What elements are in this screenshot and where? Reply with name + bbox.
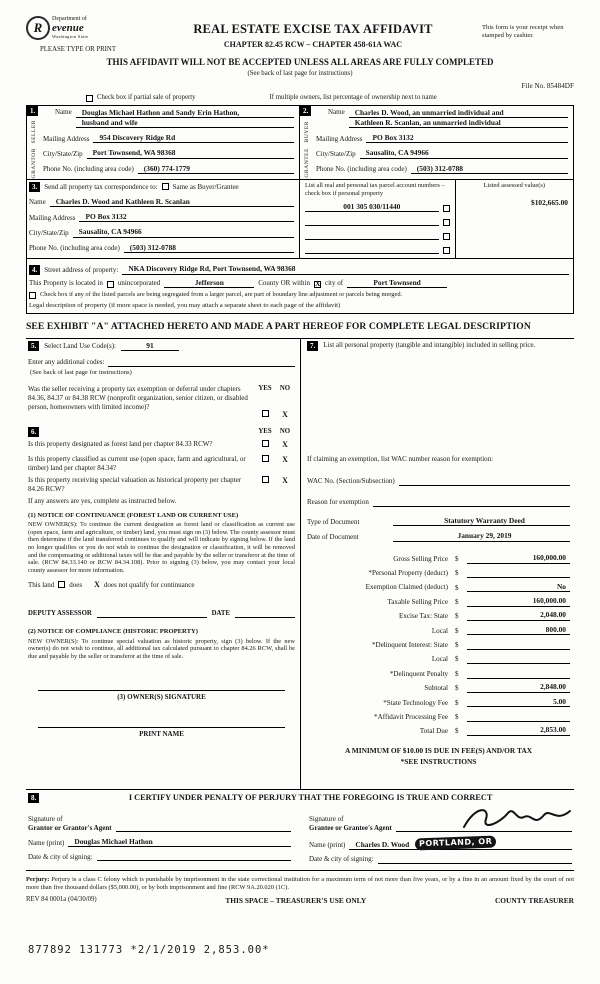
left-column: [26, 339, 300, 789]
corr-name-label: Name: [29, 198, 46, 207]
continuance-qualify-row: [28, 580, 295, 590]
form-title: REAL ESTATE EXCISE TAX AFFIDAVIT: [193, 22, 433, 36]
right-column: [300, 339, 574, 789]
file-number: File No. 85484DF: [521, 82, 574, 91]
does-qualify-checkbox[interactable]: [58, 581, 65, 588]
send-correspondence-label: Send all property tax correspondence to:: [44, 182, 158, 191]
street-address-label: Street address of property:: [44, 265, 119, 274]
fin-row-personal: [307, 564, 570, 578]
grantee-date-row: [309, 855, 572, 864]
exemption-yes-checkbox[interactable]: [262, 410, 269, 417]
q2-yes-cell: [255, 455, 275, 464]
gross-selling-label: Gross Selling Price: [393, 554, 448, 563]
section-5-tab: 5.: [28, 341, 39, 351]
section-8-tab: 8.: [28, 793, 39, 803]
additional-codes-label: Enter any additional codes:: [28, 358, 105, 367]
print-name-line[interactable]: [38, 718, 285, 728]
corr-mailing-label: Mailing Address: [29, 213, 76, 222]
partial-sale-checkbox[interactable]: [86, 95, 93, 102]
yes-header-6: YES: [258, 428, 272, 436]
gross-selling-field[interactable]: 160,000.00: [467, 553, 570, 564]
current-use-question: Is this property classified as current use (open space, farm and agricultural, or timber) land per chapter 84.34?: [28, 454, 246, 472]
historic-question-row: [28, 476, 295, 494]
parcel-number-4[interactable]: [305, 245, 439, 254]
deputy-assessor-row: [28, 610, 295, 618]
exemption-yn-header: [255, 385, 295, 393]
fin-row-excise-local: [307, 621, 570, 635]
exemption-question: Was the seller receiving a property tax exemption or deferral under chapters 84.36, 84.37 or 84.38 RCW (nonprofit organization, senior citizen, or disabled person, homeowners with limited income)?: [28, 385, 248, 411]
subtotal-field[interactable]: 2,848.00: [467, 682, 570, 693]
grantee-signature-line[interactable]: [396, 823, 572, 832]
additional-codes-field[interactable]: [108, 358, 295, 367]
excise-local-field[interactable]: 800.00: [467, 625, 570, 636]
buyer-name-label: Name: [328, 107, 345, 116]
logo-revenue: evenue: [52, 21, 84, 34]
exemption-yn-answers: [255, 410, 295, 420]
exemption-question-block: [28, 385, 295, 420]
buyer-csz-row: [316, 148, 568, 158]
exemption-wac-note: If claiming an exemption, list WAC number reason for exemption:: [307, 454, 494, 463]
delinquent-penalty-label: *Delinquent Penalty: [389, 669, 448, 678]
land-use-code-field[interactable]: 91: [121, 341, 179, 351]
seller-mailing-field[interactable]: 954 Discovery Ridge Rd: [93, 133, 294, 143]
delinquent-interest-state-field[interactable]: [467, 641, 570, 650]
q2-no-cell: [275, 455, 295, 465]
grantor-signature-line[interactable]: [116, 823, 291, 832]
form-header: [26, 16, 574, 54]
correspondence-head: [29, 182, 294, 192]
certification-section: [26, 790, 574, 871]
grantor-name-row: [28, 837, 291, 847]
section-6-tab: 6.: [28, 427, 39, 437]
delinquent-interest-local-label: Local: [431, 655, 448, 664]
notice-continuance-title: (1) NOTICE OF CONTINUANCE (FOREST LAND OR CURRENT USE): [28, 511, 239, 519]
form-chapter: CHAPTER 82.45 RCW – CHAPTER 458-61A WAC: [223, 39, 403, 49]
doc-date-row: [307, 531, 570, 542]
fin-row-processing-fee: [307, 707, 570, 721]
seller-side-grantor: GRANTOR: [31, 148, 37, 179]
seller-name-line1[interactable]: Douglas Michael Hathon and Sandy Erin Hathon,: [76, 108, 294, 118]
current-use-yes-checkbox[interactable]: [262, 455, 269, 462]
partial-sale-label: Check box if partial sale of property: [97, 94, 196, 102]
location-row: [29, 278, 569, 288]
buyer-mailing-row: [316, 133, 568, 143]
grantor-signature-block: [28, 815, 291, 864]
corr-phone-field[interactable]: (503) 312-0788: [124, 243, 294, 253]
minimum-fee-line2: *SEE INSTRUCTIONS: [400, 756, 477, 766]
fin-row-excise-state: [307, 607, 570, 621]
dollar-sign: $: [455, 569, 459, 578]
seller-phone-field[interactable]: (360) 774-1779: [138, 164, 294, 174]
current-use-question-row: [28, 455, 295, 473]
fin-row-taxable: [307, 592, 570, 606]
perjury-label: Perjury:: [26, 876, 50, 883]
exemption-claimed-label: Exemption Claimed (deduct): [365, 583, 448, 592]
dollar-sign: $: [455, 554, 459, 563]
grantee-date-city-field[interactable]: [378, 855, 572, 864]
fin-row-exemption: [307, 578, 570, 592]
grantee-name-field[interactable]: Charles D. Wood PORTLAND, OR: [349, 837, 572, 850]
grantee-signature-of: Signature of: [309, 815, 344, 824]
receipt-note: This form is your receipt when stamped by cashier.: [482, 24, 564, 40]
wac-number-row: [307, 477, 570, 486]
grantee-signature-labels: [309, 815, 392, 832]
affidavit-processing-fee-label: *Affidavit Processing Fee: [374, 712, 448, 721]
q3-no-cell: [275, 476, 295, 486]
forest-no-mark[interactable]: X: [282, 440, 288, 450]
forest-land-question-row: [28, 440, 295, 450]
seller-side-label: [29, 119, 40, 179]
buyer-phone-field[interactable]: (503) 312-0788: [411, 164, 568, 174]
notice-continuance-body: NEW OWNER(S): To continue the current designation as forest land or classification as current use (open space, farm and agriculture, or timber) land, you must sign on (3) below. The county assessor must then determine if the land transferred continues to qualify and will indicate by signing below. If the land no longer qualifies or you do not wish to continue the designation or classification, it will be removed and the compensating or additional taxes will be due and payable by the seller or transferor at the time of sale. (RCW 84.33.140 or RCW 84.34.108). Prior to signing (3) below, you may contact your local county assessor for more information.: [28, 520, 295, 575]
fin-row-delinquent-penalty: [307, 664, 570, 678]
dollar-sign: $: [455, 684, 459, 693]
grantee-name-print-label: Name (print): [309, 841, 346, 850]
seller-name-label: Name: [55, 107, 72, 116]
taxable-selling-label: Taxable Selling Price: [387, 597, 448, 606]
exemption-yes-cell: [255, 410, 275, 420]
does-not-label: does not qualify for continuance: [103, 580, 195, 589]
dollar-sign: $: [455, 597, 459, 606]
footer-row: [26, 896, 574, 905]
buyer-mailing-label: Mailing Address: [316, 134, 363, 143]
dor-logo-circle-icon: [26, 16, 50, 40]
treasurer-space-label: THIS SPACE – TREASURER'S USE ONLY: [225, 896, 367, 905]
grantee-date-city-label: Date & city of signing:: [309, 855, 374, 864]
yes-header-5: YES: [258, 385, 272, 393]
historic-question: Is this property receiving special valuation as historical property per chapter 84.26 RCW?: [28, 476, 242, 494]
county-treasurer-label: COUNTY TREASURER: [494, 896, 574, 905]
buyer-name-row: [328, 108, 568, 129]
fin-row-delinquent-interest-local: [307, 650, 570, 664]
fin-row-tech-fee: [307, 693, 570, 707]
grantor-date-city-field[interactable]: [97, 852, 291, 861]
exemption-no-cell: [275, 410, 295, 420]
section-3-tab: 3.: [29, 182, 40, 192]
perjury-body: Perjury is a class C felony which is punishable by imprisonment in the state correctional institution for a maximum term of not more than five years, or by a fine in an amount fixed by the court of not more than five thousand dollars ($5,000.00), or by both imprisonment and fine (RCW 9A.20.020 (1C).: [26, 876, 574, 891]
dollar-sign: $: [455, 583, 459, 592]
corr-phone-row: [29, 243, 294, 253]
grantor-signature-of: Signature of: [28, 815, 63, 824]
personal-property-label: List all personal property (tangible and intangible) included in selling price.: [323, 340, 536, 349]
parcel-row-2: [305, 217, 450, 226]
if-yes-note: If any answers are yes, complete as instructed below.: [28, 496, 177, 505]
grantee-signature-row: [309, 815, 572, 832]
fin-row-total-due: [307, 722, 570, 736]
total-due-field[interactable]: 2,853.00: [467, 725, 570, 736]
dollar-sign: $: [455, 655, 459, 664]
doc-date-label: Date of Document: [307, 533, 359, 542]
q1-no-cell: [275, 440, 295, 450]
parcel-column-header: List all real and personal tax parcel account numbers – check box if personal property: [305, 181, 445, 197]
fin-row-subtotal: [307, 679, 570, 693]
corr-csz-label: City/State/Zip: [29, 228, 69, 237]
personal-property-head: [307, 341, 570, 351]
buyer-side-grantee: GRANTEE: [304, 147, 310, 178]
parcel-row-1: [305, 202, 450, 212]
grantee-name-row: [309, 837, 572, 850]
q1-yes-cell: [255, 440, 275, 449]
doc-type-field[interactable]: Statutory Warranty Deed: [393, 516, 570, 527]
buyer-mailing-field[interactable]: PO Box 3132: [366, 133, 568, 143]
located-in-label: This Property is located in: [29, 279, 103, 288]
seller-name-row: [55, 108, 294, 129]
reason-exemption-row: [307, 498, 570, 507]
segregated-row: [29, 291, 569, 299]
corr-mailing-field[interactable]: PO Box 3132: [79, 212, 294, 222]
delinquent-penalty-field[interactable]: [467, 670, 570, 679]
corr-csz-field[interactable]: Sausalito, CA 94966: [73, 227, 294, 237]
grantor-date-row: [28, 852, 291, 861]
no-header-6: NO: [279, 428, 291, 436]
seller-mailing-row: [43, 133, 294, 143]
mid-columns: [26, 338, 574, 790]
correspondence-address: [27, 180, 300, 258]
logo-washington-state: Washington State: [52, 33, 89, 39]
delinquent-interest-state-label: *Delinquent Interest: State: [371, 640, 448, 649]
grantor-agent-label: Grantor or Grantor's Agent: [28, 823, 112, 832]
notice-compliance-body: NEW OWNER(S): To continue special valuation as historic property, sign (3) below. If the new owner(s) do not wish to continue, all additional tax calculated pursuant to chapter 84.26 RCW, shall be due and payable by the seller or transferor at the time of sale.: [28, 637, 295, 661]
additional-codes-row: [28, 358, 295, 367]
signature-columns: [28, 815, 572, 864]
corr-name-row: [29, 197, 294, 207]
affidavit-processing-fee-field[interactable]: [467, 713, 570, 722]
total-due-label: Total Due: [419, 727, 448, 736]
legal-description-label-row: [29, 302, 569, 310]
doc-type-row: [307, 516, 570, 527]
seller-mailing-label: Mailing Address: [43, 134, 90, 143]
corr-csz-row: [29, 227, 294, 237]
buyer-name-lines: [349, 108, 568, 129]
see-back-note: (See back of last page for instructions): [247, 69, 353, 77]
parcel-row-4: [305, 245, 450, 254]
parcel-numbers-column: [300, 180, 456, 258]
deputy-assessor-label: DEPUTY ASSESSOR: [28, 609, 92, 617]
land-use-row: [28, 341, 295, 351]
county-name-field[interactable]: Jefferson: [164, 278, 254, 288]
section-6-header: [28, 427, 295, 437]
parcel-row-3: [305, 231, 450, 240]
print-name-label: PRINT NAME: [139, 729, 184, 738]
header-title-block: [144, 16, 482, 50]
section-2-tab: 2.: [300, 106, 311, 116]
assessed-value-1[interactable]: $102,665.00: [531, 197, 568, 207]
dollar-sign: $: [455, 612, 459, 621]
city-of-label: city of: [325, 279, 344, 288]
doc-date-field[interactable]: January 29, 2019: [393, 531, 570, 542]
buyer-csz-label: City/State/Zip: [316, 149, 356, 158]
segregated-checkbox[interactable]: [29, 292, 36, 299]
wac-number-label: WAC No. (Section/Subsection): [307, 476, 395, 485]
grantor-name-field[interactable]: Douglas Michael Hathon: [68, 837, 291, 847]
dollar-sign: $: [455, 669, 459, 678]
dollar-sign: $: [455, 727, 459, 736]
section-7-tab: 7.: [307, 341, 318, 351]
doc-type-label: Type of Document: [307, 517, 360, 526]
assessed-column-header: Listed assessed value(s): [483, 181, 545, 189]
seller-section: [27, 106, 300, 179]
city-name-field[interactable]: Port Townsend: [347, 278, 447, 288]
buyer-side-label: [302, 122, 313, 177]
dollar-sign: $: [455, 713, 459, 722]
parcel-1-personal-checkbox[interactable]: [443, 205, 450, 212]
seller-phone-row: [43, 164, 294, 174]
deputy-assessor-signature-line[interactable]: [97, 610, 207, 618]
header-left: [26, 16, 144, 54]
buyer-name-line2[interactable]: Kathleen R. Scanlan, an unmarried individual: [349, 118, 568, 128]
does-not-mark[interactable]: X: [94, 579, 100, 589]
reason-exemption-label: Reason for exemption: [307, 497, 369, 506]
buyer-side-buyer: BUYER: [304, 121, 310, 143]
section-4-tab: 4.: [29, 265, 40, 275]
state-technology-fee-label: *State Technology Fee: [383, 698, 448, 707]
minimum-fee-line1: A MINIMUM OF $10.00 IS DUE IN FEE(S) AND/OR TAX: [344, 746, 533, 756]
seller-csz-label: City/State/Zip: [43, 149, 83, 158]
fin-row-delinquent-interest-state: [307, 635, 570, 649]
partial-sale-row: [86, 94, 574, 102]
parcel-number-3[interactable]: [305, 231, 439, 240]
street-address-field[interactable]: NKA Discovery Ridge Rd, Port Townsend, WA 98368: [122, 264, 569, 275]
property-address-section: [27, 259, 573, 313]
historic-yes-checkbox[interactable]: [262, 476, 269, 483]
parcel-number-2[interactable]: [305, 217, 439, 226]
unincorporated-checkbox[interactable]: [107, 281, 114, 288]
multiple-owners-note: If multiple owners, list percentage of ownership next to name: [269, 94, 437, 102]
grantor-signature-labels: [28, 815, 112, 832]
section-1-tab: 1.: [27, 106, 38, 116]
excise-state-field[interactable]: 2,048.00: [467, 610, 570, 621]
legal-description-label: Legal description of property (if more space is needed, you may attach a separate sheet to each page of the affidavit): [29, 301, 341, 309]
excise-state-label: Excise Tax: State: [398, 612, 448, 621]
rev-number: REV 84 0001a (04/30/09): [26, 896, 97, 904]
wac-number-field[interactable]: [399, 477, 570, 486]
forest-land-question: Is this property designated as forest land per chapter 84.33 RCW?: [28, 440, 213, 449]
delinquent-interest-local-field[interactable]: [467, 655, 570, 664]
seller-side-seller: SELLER: [31, 119, 37, 144]
logo-text: [52, 16, 88, 39]
certify-statement: I CERTIFY UNDER PENALTY OF PERJURY THAT THE FOREGOING IS TRUE AND CORRECT: [128, 792, 493, 802]
buyer-phone-label: Phone No. (including area code): [316, 165, 407, 174]
does-label: does: [69, 580, 83, 589]
legal-description-text: SEE EXHIBIT "A" ATTACHED HERETO AND MADE A PART HEREOF FOR COMPLETE LEGAL DESCRIPTION: [26, 320, 531, 332]
no-header-5: NO: [279, 385, 291, 393]
subtotal-label: Subtotal: [424, 684, 448, 693]
street-address-row: [29, 264, 569, 275]
q3-yes-cell: [255, 476, 275, 485]
buyer-csz-field[interactable]: Sausalito, CA 94966: [360, 148, 568, 158]
land-use-label: Select Land Use Code(s):: [44, 341, 116, 350]
notice-compliance-title: (2) NOTICE OF COMPLIANCE (HISTORIC PROPERTY): [28, 628, 198, 636]
grantor-date-city-label: Date & city of signing:: [28, 852, 93, 861]
segregated-label: Check box if any of the listed parcels are being segregated from a larger parcel, are part of boundary line adjustment or parcels being merged.: [40, 290, 403, 298]
forest-yes-checkbox[interactable]: [262, 440, 269, 447]
seller-phone-label: Phone No. (including area code): [43, 165, 134, 174]
excise-local-label: Local: [431, 626, 448, 635]
top-block: [26, 105, 574, 314]
date-label: DATE: [211, 609, 230, 617]
grantee-agent-label: Grantee or Grantee's Agent: [309, 823, 392, 832]
this-land-label: This land: [28, 580, 55, 589]
same-as-buyer-label: Same as Buyer/Grantee: [172, 182, 239, 191]
logo-department-of: Department of: [52, 16, 87, 23]
cashier-stamp: 877892 131773 *2/1/2019 2,853.00*: [28, 944, 270, 956]
grantor-name-print-label: Name (print): [28, 838, 65, 847]
deputy-date-line[interactable]: [235, 610, 295, 618]
reason-exemption-field[interactable]: [373, 498, 570, 507]
city-checkbox[interactable]: X: [315, 279, 321, 289]
exemption-no-mark[interactable]: X: [282, 409, 288, 419]
owners-signature-label: (3) OWNER(S) SIGNATURE: [117, 692, 206, 701]
personal-property-deduct-field[interactable]: [467, 569, 570, 578]
grantee-signature-scribble: [456, 803, 576, 833]
personal-property-blank-area[interactable]: [307, 351, 570, 455]
same-as-buyer-checkbox[interactable]: [162, 183, 169, 190]
parcel-number-1[interactable]: 001 305 030/11440: [305, 202, 439, 212]
seller-csz-row: [43, 148, 294, 158]
affidavit-form: [26, 16, 574, 905]
county-or-within-label: County OR within: [258, 279, 310, 288]
seller-name-lines: [76, 108, 294, 129]
see-back-note-2: (See back of last page for instructions): [30, 369, 132, 377]
state-technology-fee-field[interactable]: 5.00: [467, 697, 570, 708]
dor-logo: [26, 16, 144, 40]
unincorporated-label: unincorporated: [117, 279, 161, 288]
exemption-yn-column: [255, 385, 295, 420]
minimum-fee-note: [307, 746, 570, 767]
seller-buyer-sections: [27, 106, 573, 180]
owners-signature-line[interactable]: [38, 681, 285, 691]
buyer-phone-row: [316, 164, 568, 174]
warning-line: THIS AFFIDAVIT WILL NOT BE ACCEPTED UNLESS ALL AREAS ARE FULLY COMPLETED: [106, 57, 494, 68]
dollar-sign: $: [455, 626, 459, 635]
taxable-selling-field[interactable]: 160,000.00: [467, 596, 570, 607]
please-type-or-print: PLEASE TYPE OR PRINT: [40, 46, 116, 53]
logo-r: R: [33, 19, 43, 35]
perjury-paragraph: [26, 876, 574, 892]
historic-no-mark[interactable]: X: [282, 476, 288, 486]
parcel-2-personal-checkbox[interactable]: [443, 219, 450, 226]
grantee-city-handwriting: PORTLAND, OR: [415, 836, 497, 851]
current-use-no-mark[interactable]: X: [282, 454, 288, 464]
grantee-signature-block: [309, 815, 572, 864]
parcel-3-personal-checkbox[interactable]: [443, 233, 450, 240]
personal-property-deduct-label: *Personal Property (deduct): [368, 569, 448, 578]
seller-csz-field[interactable]: Port Townsend, WA 98368: [87, 148, 294, 158]
buyer-name-line1[interactable]: Charles D. Wood, an unmarried individual and: [349, 108, 568, 118]
grantor-signature-row: [28, 815, 291, 832]
exemption-claimed-field[interactable]: No: [467, 582, 570, 593]
buyer-section: [300, 106, 573, 179]
fin-row-gross: [307, 549, 570, 563]
certify-row: [28, 793, 572, 803]
dollar-sign: $: [455, 641, 459, 650]
tax-correspondence-section: [27, 180, 573, 259]
financial-lines: [307, 549, 570, 736]
parcel-4-personal-checkbox[interactable]: [443, 247, 450, 254]
dollar-sign: $: [455, 698, 459, 707]
corr-name-field[interactable]: Charles D. Wood and Kathleen R. Scanlan: [50, 197, 294, 207]
corr-phone-label: Phone No. (including area code): [29, 244, 120, 253]
assessed-values-column: [456, 180, 573, 258]
seller-name-line2[interactable]: husband and wife: [76, 118, 294, 128]
corr-mailing-row: [29, 212, 294, 222]
